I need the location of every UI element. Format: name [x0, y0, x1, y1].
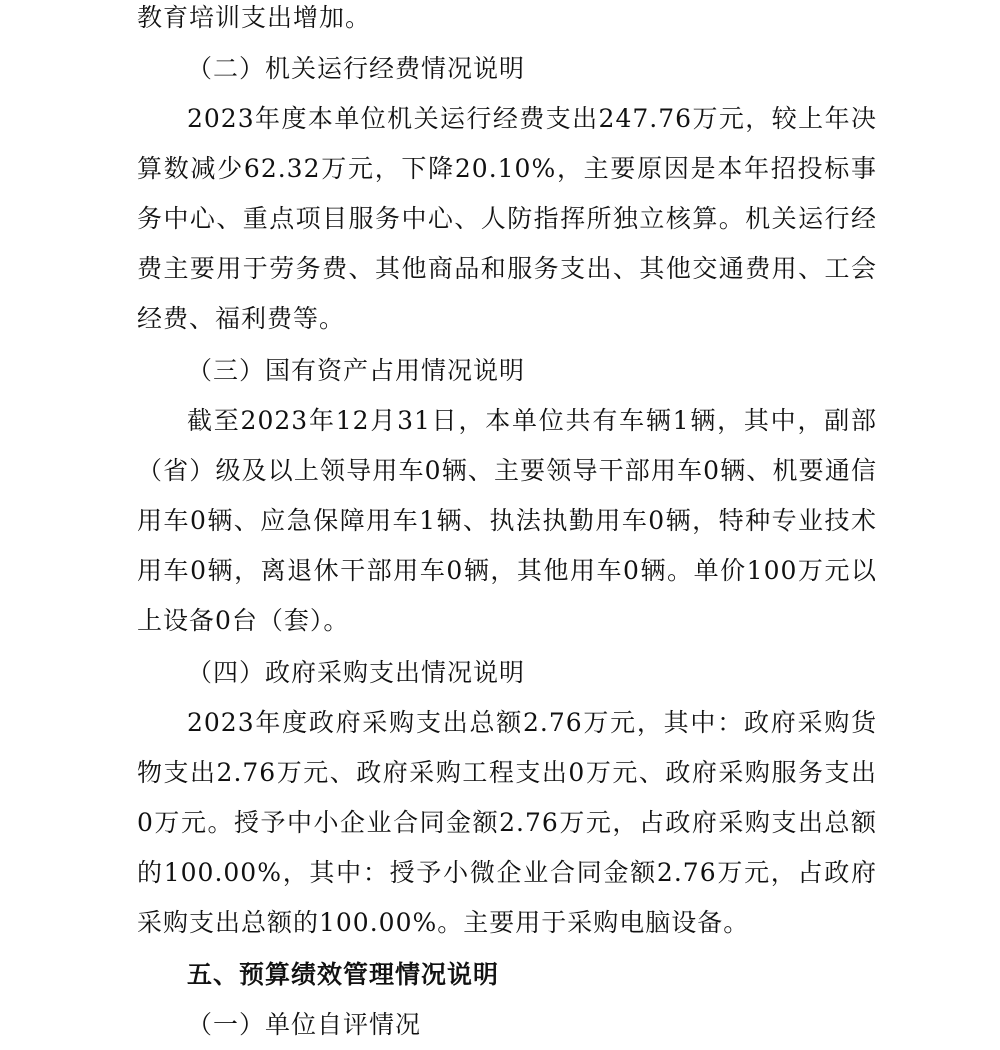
paragraph-tail: 教育培训支出增加。 [137, 3, 372, 32]
section-5-heading: 五、预算绩效管理情况说明 [187, 960, 500, 989]
section-2-body: 2023年度本单位机关运行经费支出247.76万元，较上年决算数减少62.32万元，下降20.10%，主要原因是本年招投标事务中心、重点项目服务中心、人防指挥所独立核算。机关运行经费主要用于劳务费、其他商品和服务支出、其他交通费用、工会经费、福利费等。 [137, 104, 877, 333]
section-2-title: （二）机关运行经费情况说明 [187, 54, 526, 83]
section-5-1-title: （一）单位自评情况 [187, 1010, 422, 1039]
section-3-body: 截至2023年12月31日，本单位共有车辆1辆，其中，副部（省）级及以上领导用车0辆、主要领导干部用车0辆、机要通信用车0辆、应急保障用车1辆、执法执勤用车0辆，特种专业技术用车0辆，离退休干部用车0辆，其他用车0辆。单价100万元以上设备0台（套）。 [137, 406, 877, 635]
section-4-body: 2023年度政府采购支出总额2.76万元，其中：政府采购货物支出2.76万元、政府采购工程支出0万元、政府采购服务支出0万元。授予中小企业合同金额2.76万元，占政府采购支出总额的100.00%，其中：授予小微企业合同金额2.76万元，占政府采购支出总额的100.00%。主要用于采购电脑设备。 [137, 708, 877, 937]
section-4-title: （四）政府采购支出情况说明 [187, 658, 526, 687]
section-3-title: （三）国有资产占用情况说明 [187, 356, 526, 385]
